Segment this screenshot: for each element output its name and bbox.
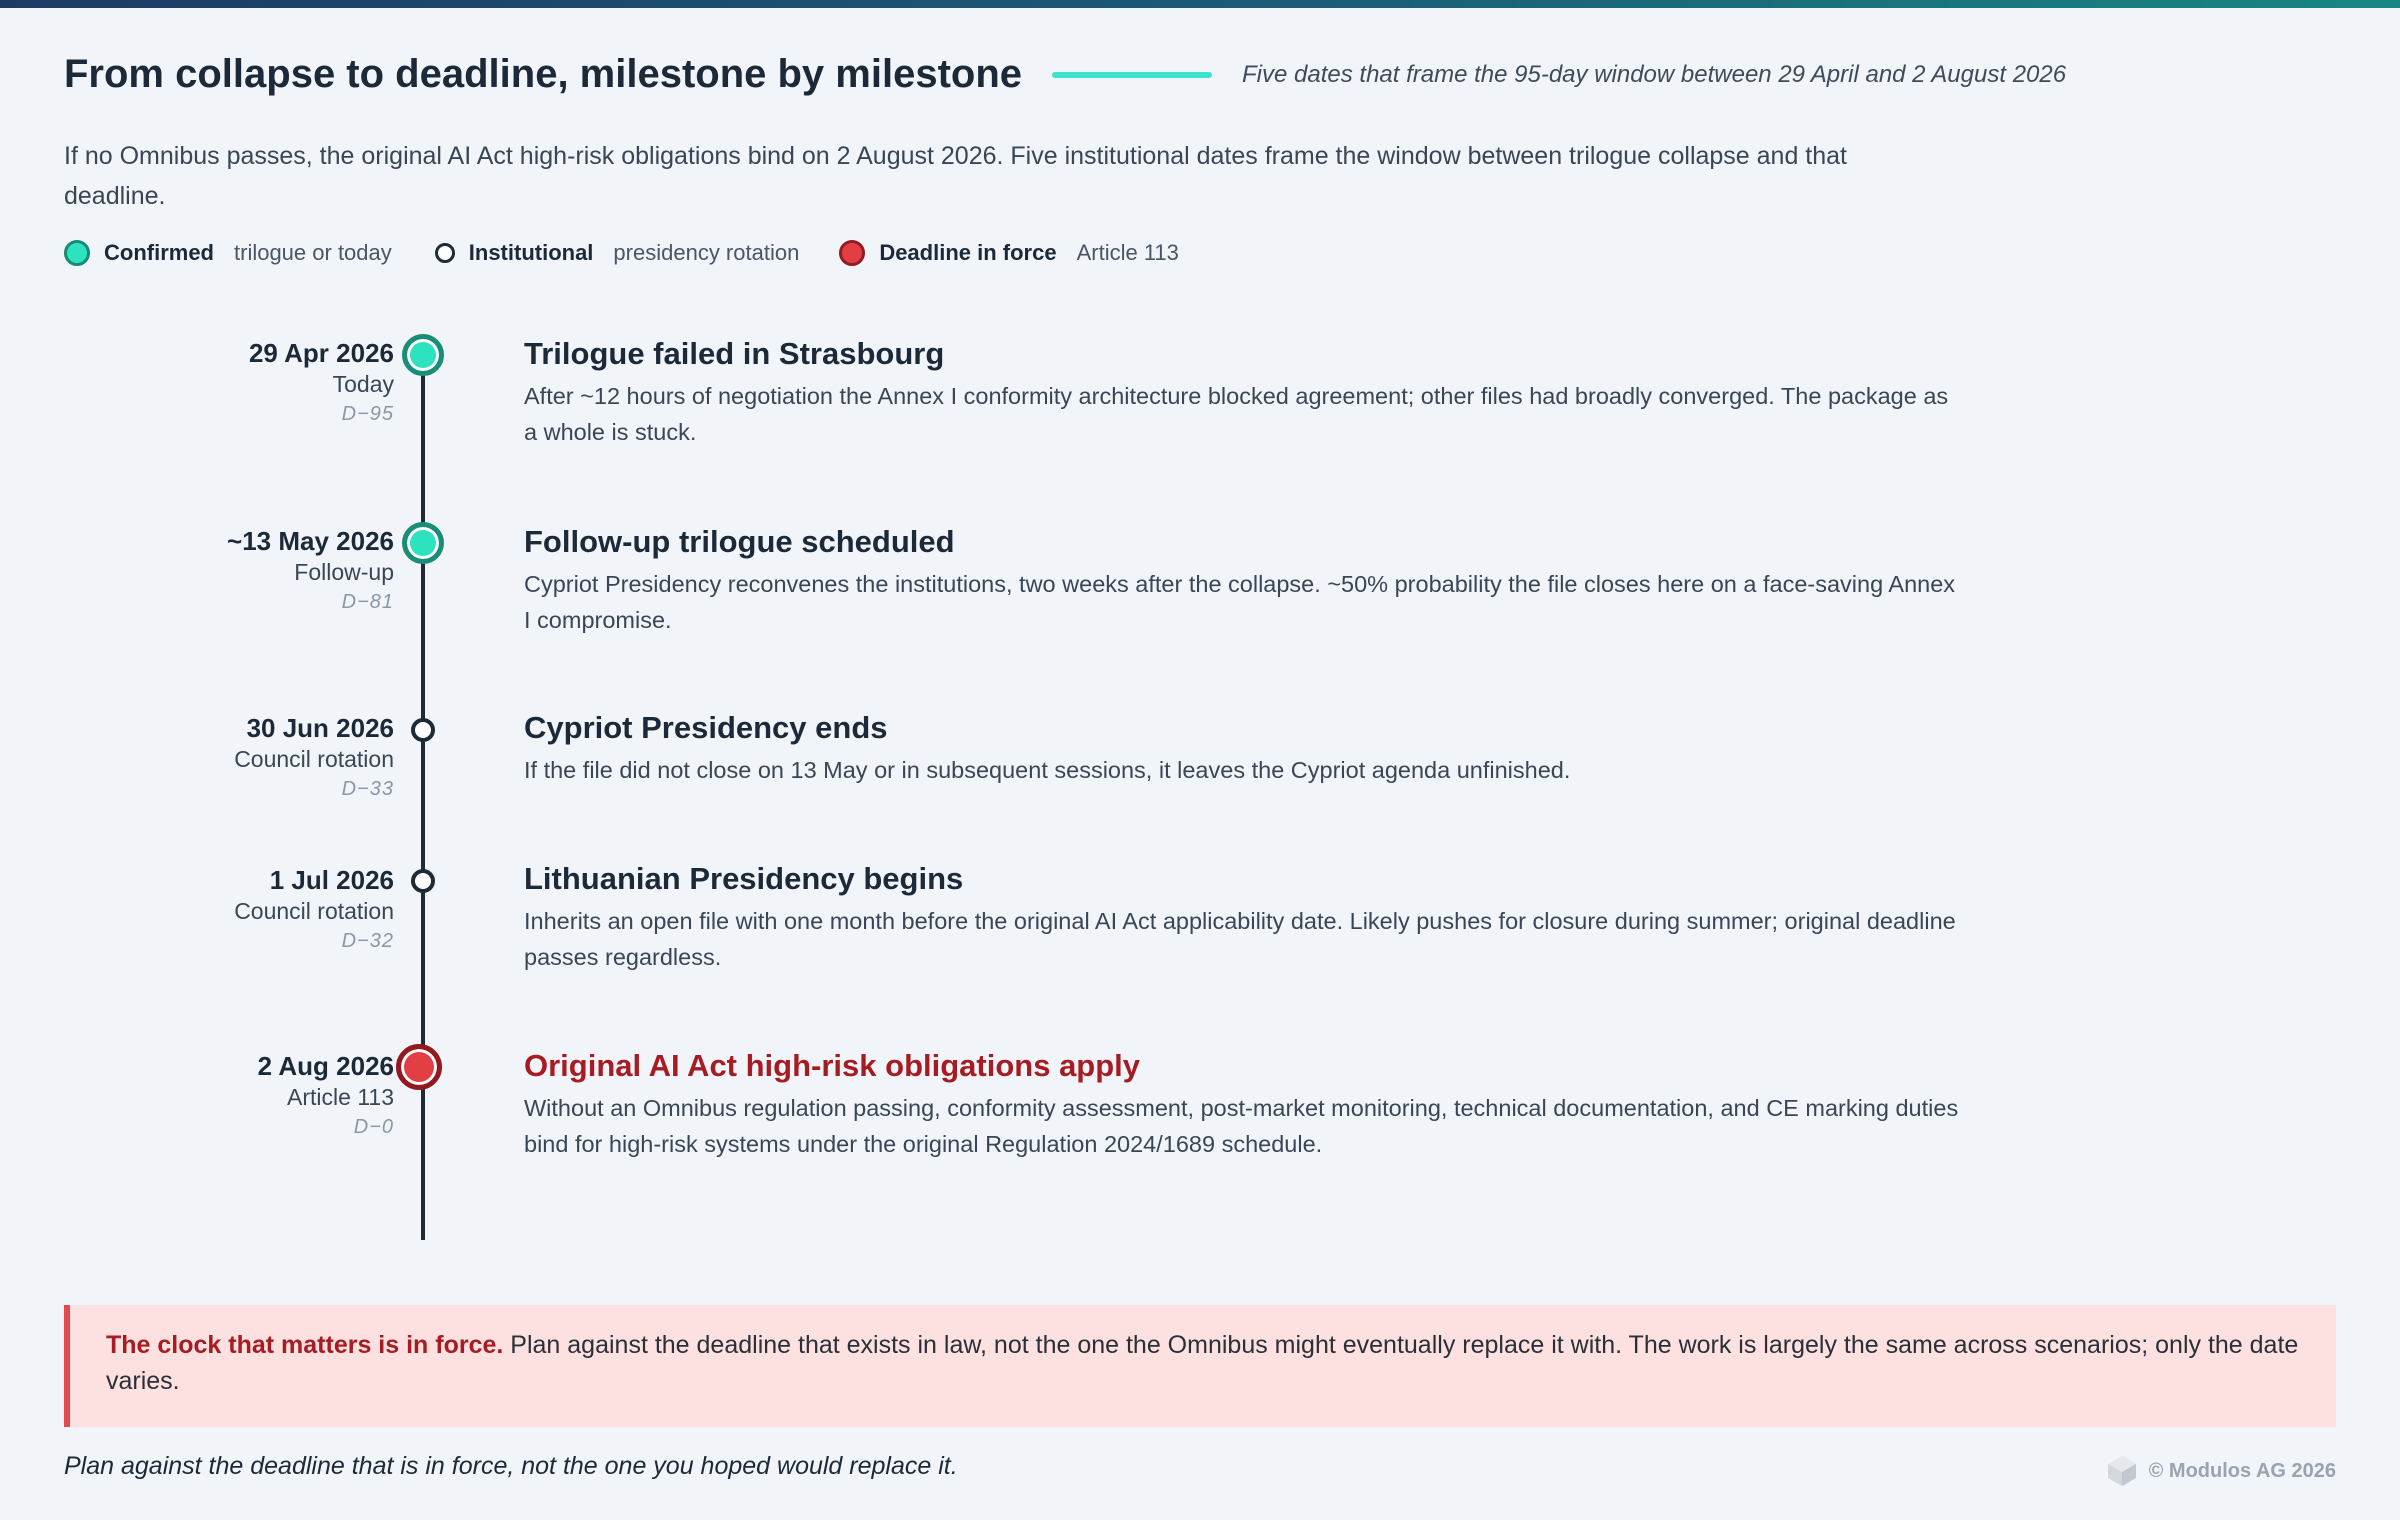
callout-strong: The clock that matters is in force. — [106, 1331, 504, 1359]
milestone-body: If the file did not close on 13 May or in subsequent sessions, it leaves the Cypriot agenda unfinished. — [524, 757, 1571, 783]
milestone-body: Without an Omnibus regulation passing, conformity assessment, post-market monitoring, technical documentation, and CE marking duties bind for high-risk systems under the original Regulation 2024/1689 schedule. — [524, 1095, 1959, 1157]
institutional-marker-icon — [411, 869, 435, 893]
legend-item-confirmed — [64, 240, 392, 266]
intro-text: If no Omnibus passes, the original AI Act high-risk obligations bind on 2 August 2026. Five institutional dates frame the window between trilogue collapse and that deadline. — [64, 142, 1848, 210]
legend-sub: Article 113 — [1076, 240, 1179, 265]
brand — [2105, 1454, 2336, 1488]
milestone-date: 29 Apr 2026 — [248, 338, 394, 368]
milestone-body: Cypriot Presidency reconvenes the institutions, two weeks after the collapse. ~50% probability the file closes here on a face-saving Annex I compromise. — [524, 571, 1956, 633]
milestone-body: After ~12 hours of negotiation the Annex I conformity architecture blocked agreement; other files had broadly converged. The package as a whole is stuck. — [524, 383, 1949, 445]
milestone-body: Inherits an open file with one month before the original AI Act applicability date. Likely pushes for closure during summer; original deadline passes regardless. — [524, 908, 1956, 970]
legend-sub: trilogue or today — [234, 240, 392, 265]
legend-label: Deadline in force — [879, 240, 1057, 265]
legend — [64, 240, 1219, 266]
institutional-dot-icon — [435, 243, 455, 263]
milestone-content — [524, 1046, 1964, 1162]
milestone-content — [524, 334, 1964, 450]
title-accent-line — [1052, 72, 1212, 78]
milestone-title: Lithuanian Presidency begins — [524, 861, 964, 896]
callout-box — [64, 1305, 2336, 1427]
milestone-date-block — [54, 1050, 394, 1142]
milestone-sub: Council rotation — [234, 746, 394, 772]
milestone-date-block — [54, 864, 394, 956]
milestone-date: 1 Jul 2026 — [269, 865, 394, 895]
legend-item-institutional — [432, 240, 800, 266]
header — [64, 52, 2336, 97]
title-row — [64, 52, 2336, 97]
milestone-date: 30 Jun 2026 — [246, 713, 394, 743]
milestone-content — [524, 708, 1964, 788]
milestone-countdown: D−95 — [341, 403, 394, 425]
top-accent-bar — [0, 0, 2400, 8]
deadline-marker-icon — [396, 1044, 442, 1090]
modulos-logo-icon — [2105, 1454, 2139, 1488]
milestone-title: Cypriot Presidency ends — [524, 710, 888, 745]
milestone-title: Follow-up trilogue scheduled — [524, 524, 955, 559]
title-note: Five dates that frame the 95-day window between 29 April and 2 August 2026 — [1242, 60, 2067, 88]
confirmed-dot-icon — [64, 240, 90, 266]
confirmed-marker-icon — [402, 522, 444, 564]
milestone-countdown: D−32 — [341, 930, 394, 952]
milestone-date-block — [54, 525, 394, 617]
callout-text: Plan against the deadline that exists in law, not the one the Omnibus might eventually replace it with. The work is largely the same across scenarios; only the date varies. — [106, 1331, 2299, 1395]
milestone-countdown: D−81 — [341, 591, 394, 613]
legend-sub: presidency rotation — [613, 240, 800, 265]
milestone-sub: Article 113 — [287, 1084, 394, 1110]
milestone-sub: Council rotation — [234, 898, 394, 924]
milestone-sub: Today — [332, 371, 394, 397]
milestone-countdown: D−0 — [353, 1116, 394, 1138]
deadline-dot-icon — [839, 240, 865, 266]
milestone-title: Original AI Act high-risk obligations apply — [524, 1048, 1141, 1083]
timeline-axis — [421, 355, 425, 1240]
milestone-title: Trilogue failed in Strasbourg — [524, 336, 945, 371]
milestone-countdown: D−33 — [341, 778, 394, 800]
footnote: Plan against the deadline that is in force, not the one you hoped would replace it. — [64, 1452, 958, 1480]
legend-label: Institutional — [468, 240, 594, 265]
page-title: From collapse to deadline, milestone by milestone — [64, 52, 1023, 96]
milestone-content — [524, 859, 1964, 975]
legend-item-deadline — [839, 240, 1179, 266]
legend-label: Confirmed — [104, 240, 214, 265]
milestone-date-block — [54, 337, 394, 429]
confirmed-marker-icon — [402, 334, 444, 376]
institutional-marker-icon — [411, 718, 435, 742]
milestone-date: 2 Aug 2026 — [257, 1051, 394, 1081]
milestone-date: ~13 May 2026 — [227, 526, 394, 556]
milestone-date-block — [54, 712, 394, 804]
milestone-content — [524, 522, 1964, 638]
brand-text: © Modulos AG 2026 — [2148, 1459, 2336, 1482]
milestone-sub: Follow-up — [294, 559, 394, 585]
